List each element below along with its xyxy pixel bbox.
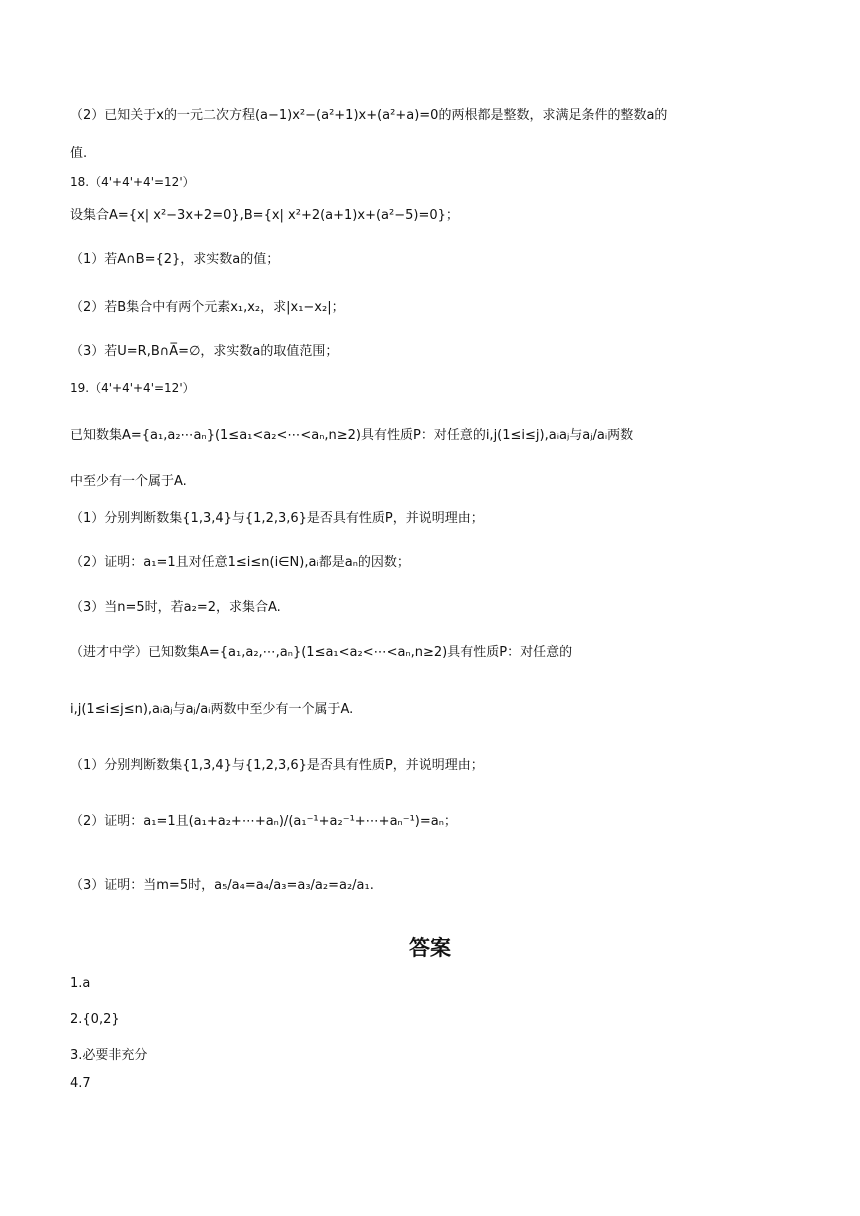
q19-adv-stem-cont: i,j(1≤i≤j≤n),aᵢaⱼ与aⱼ/aᵢ两数中至少有一个属于A. [70, 702, 354, 717]
answer-item: 2.{0,2} [70, 1012, 120, 1027]
answers-title: 答案 [409, 936, 451, 960]
q19-adv-stem: （进才中学）已知数集A={a₁,a₂,⋯,aₙ}(1≤a₁<a₂<⋯<aₙ,n≥2)具有性质P：对任意的 [70, 645, 573, 660]
q17-part2-cont: 值. [70, 146, 88, 161]
q19-part1: （1）分别判断数集{1,3,4}与{1,2,3,6}是否具有性质P，并说明理由； [70, 511, 484, 526]
q19-part2: （2）证明：a₁=1且对任意1≤i≤n(i∈N),aᵢ都是aₙ的因数； [70, 555, 410, 570]
q18-part1: （1）若A∩B={2}，求实数a的值； [70, 252, 280, 267]
q19-header: 19.（4'+4'+4'=12'） [70, 381, 195, 395]
q19-stem-cont: 中至少有一个属于A. [70, 474, 187, 489]
answer-item: 4.7 [70, 1076, 91, 1091]
q18-part2: （2）若B集合中有两个元素x₁,x₂，求|x₁−x₂|； [70, 300, 345, 315]
answer-item: 1.a [70, 976, 91, 991]
q17-part2-text: （2）已知关于x的一元二次方程(a−1)x²−(a²+1)x+(a²+a)=0的两根都是整数，求满足条件的整数a的 [70, 108, 668, 123]
q19-adv-part1: （1）分别判断数集{1,3,4}与{1,2,3,6}是否具有性质P，并说明理由； [70, 758, 484, 773]
q19-part3: （3）当n=5时，若a₂=2，求集合A. [70, 600, 281, 615]
q19-adv-part2: （2）证明：a₁=1且(a₁+a₂+⋯+aₙ)/(a₁⁻¹+a₂⁻¹+⋯+aₙ⁻¹)=aₙ； [70, 814, 457, 829]
q19-adv-part3: （3）证明：当m=5时，a₅/a₄=a₄/a₃=a₃/a₂=a₂/a₁. [70, 878, 374, 893]
q18-header: 18.（4'+4'+4'=12'） [70, 175, 195, 189]
q18-part3: （3）若U=R,B∩A̅=∅，求实数a的取值范围； [70, 344, 339, 359]
q19-stem: 已知数集A={a₁,a₂⋯aₙ}(1≤a₁<a₂<⋯<aₙ,n≥2)具有性质P：对任意的i,j(1≤i≤j),aᵢaⱼ与aⱼ/aᵢ两数 [70, 428, 634, 443]
q18-stem: 设集合A={x| x²−3x+2=0},B={x| x²+2(a+1)x+(a²−5)=0}； [70, 208, 459, 223]
answer-item: 3.必要非充分 [70, 1048, 148, 1063]
q17-part2 [70, 106, 667, 126]
